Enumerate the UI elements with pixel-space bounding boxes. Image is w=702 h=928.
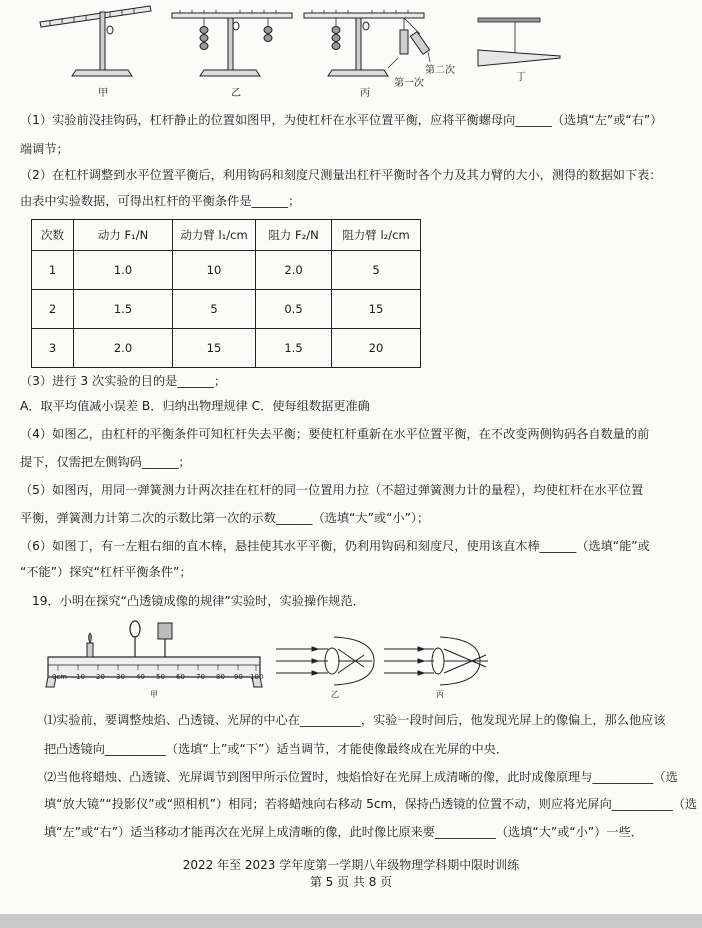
table-row: [32, 329, 421, 368]
q18-part5-line2: 平衡，弹簧测力计第二次的示数比第一次的示数______（选填“大”或“小”）；: [20, 511, 430, 525]
table-cell: 5: [332, 251, 421, 290]
figure-label-jia: 甲: [98, 88, 108, 99]
q18-part6-line2: “不能”）探究“杠杆平衡条件”；: [20, 565, 192, 579]
lever-figure-bing: [304, 10, 430, 76]
q18-part2-line2: 由表中实验数据，可得出杠杆的平衡条件是______；: [20, 194, 301, 208]
ruler-label-40: 40: [136, 673, 145, 681]
table-cell: 1.5: [74, 290, 173, 329]
q19-figure-label-bing: 丙: [436, 690, 444, 699]
ruler-label-60: 60: [176, 673, 185, 681]
q19-figure-label-jia: 甲: [150, 690, 158, 699]
q19-part2-line2: 填“放大镜”“投影仪”或“照相机”）相同；若将蜡烛向右移动 5cm，保持凸透镜的位置不动，则应将光屏向__________（选: [44, 797, 698, 811]
table-cell: 1: [32, 251, 74, 290]
lever-figure-yi: [172, 10, 292, 76]
q18-part6-line1: （6）如图丁，有一左粗右细的直木棒，悬挂使其水平平衡，仍利用钩码和刻度尺，使用该直木棒______（选填“能”或: [20, 539, 650, 553]
table-header: 阻力 F₂/N: [256, 220, 332, 251]
q18-part4-line1: （4）如图乙，由杠杆的平衡条件可知杠杆失去平衡；要使杠杆重新在水平位置平衡，在不改变两侧钩码各自数量的前: [20, 427, 650, 441]
footer-title: 2022 年至 2023 学年度第一学期八年级物理学科期中限时训练: [182, 858, 520, 872]
q18-part2-line1: （2）在杠杆调整到水平位置平衡后，利用钩码和刻度尺测量出杠杆平衡时各个力及其力臂的大小，测得的数据如下表：: [20, 168, 662, 182]
scan-edge: [0, 914, 702, 928]
table-header: 次数: [32, 220, 74, 251]
page-number: 第 5 页 共 8 页: [309, 875, 393, 889]
table-cell: 1.0: [74, 251, 173, 290]
q19-part2-line3: 填“左”或“右”）适当移动才能再次在光屏上成清晰的像，此时像比原来要__________（选填“大”或“小”）一些．: [44, 825, 643, 839]
q18-part3-options: A．取平均值减小误差 B．归纳出物理规律 C．使每组数据更准确: [20, 399, 370, 413]
ruler-label-10: 10: [76, 673, 85, 681]
table-cell: 2: [32, 290, 74, 329]
table-cell: 15: [332, 290, 421, 329]
q19-part1-line2: 把凸透镜向__________（选填“上”或“下”）适当调节，才能使像最终成在光屏的中央．: [44, 742, 509, 756]
eye-diagram-yi: [272, 633, 382, 689]
table-header-row: [32, 220, 421, 251]
ruler-label-90: 90: [234, 673, 243, 681]
ruler-label-0: 0cm: [52, 673, 68, 681]
q18-part4-line2: 提下，仅需把左侧钩码______；: [20, 455, 191, 469]
lever-figure-ding: [478, 18, 560, 66]
ruler-label-80: 80: [216, 673, 225, 681]
q18-part1-line2: 端调节；: [20, 142, 69, 156]
q19-part1-line1: ⑴实验前，要调整烛焰、凸透镜、光屏的中心在__________，实验一段时间后，他发现光屏上的像偏上，那么他应该: [44, 713, 666, 727]
figure-label-ding: 丁: [516, 72, 526, 83]
ruler-label-100: 100: [250, 673, 264, 681]
q18-part5-line1: （5）如图丙，用同一弹簧测力计两次挂在杠杆的同一位置用力拉（不超过弹簧测力计的量程），均使杠杆在水平位置: [20, 483, 644, 497]
table-cell: 1.5: [256, 329, 332, 368]
q19-part2-line1: ⑵当他将蜡烛、凸透镜、光屏调节到图甲所示位置时，烛焰恰好在光屏上成清晰的像，此时成像原理与__________（选: [44, 770, 678, 784]
q19-stem: 19．小明在探究“凸透镜成像的规律”实验时，实验操作规范．: [32, 594, 365, 608]
annotation-second: 第二次: [425, 65, 455, 76]
data-table: [31, 219, 421, 368]
q18-part1-line1: （1）实验前没挂钩码，杠杆静止的位置如图甲，为使杠杆在水平位置平衡，应将平衡螺母向______（选填“左”或“右”）: [20, 113, 663, 127]
table-cell: 0.5: [256, 290, 332, 329]
table-cell: 5: [173, 290, 256, 329]
ruler-label-30: 30: [116, 673, 125, 681]
optical-bench-figure: [40, 615, 270, 695]
table-cell: 2.0: [256, 251, 332, 290]
table-cell: 20: [332, 329, 421, 368]
q19-figure-label-yi: 乙: [331, 690, 339, 699]
figure-label-yi: 乙: [231, 88, 241, 99]
table-cell: 15: [173, 329, 256, 368]
table-cell: 3: [32, 329, 74, 368]
q18-part3: （3）进行 3 次实验的目的是______；: [20, 374, 227, 388]
table-header: 动力臂 l₁/cm: [173, 220, 256, 251]
ruler-label-70: 70: [196, 673, 205, 681]
table-cell: 2.0: [74, 329, 173, 368]
ruler-label-50: 50: [156, 673, 165, 681]
eye-diagram-bing: [380, 633, 492, 689]
table-cell: 10: [173, 251, 256, 290]
ruler-label-20: 20: [96, 673, 105, 681]
table-row: [32, 290, 421, 329]
figure-label-bing: 丙: [360, 88, 370, 99]
lever-figure-jia: [40, 6, 151, 76]
table-row: [32, 251, 421, 290]
table-header: 阻力臂 l₂/cm: [332, 220, 421, 251]
table-header: 动力 F₁/N: [74, 220, 173, 251]
annotation-first: 第一次: [394, 78, 424, 89]
